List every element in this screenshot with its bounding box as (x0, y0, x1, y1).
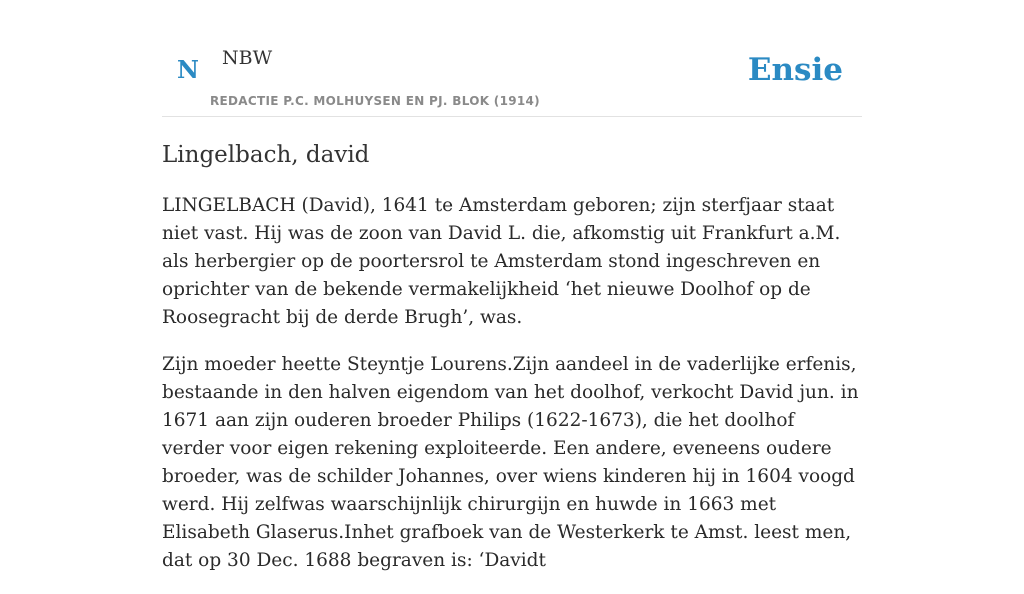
article-paragraph: Zijn moeder heette Steyntje Lourens.Zijn aandeel in de vaderlijke erfenis, bestaande in den halven eigendom van het doolhof, verkocht David jun. in 1671 aan zijn ouderen broeder Philips (1622-1673), die het doolhof verder voor eigen rekening exploiteerde. Een andere, eveneens oudere broeder, was de schilder Johannes, over wiens kinderen hij in 1604 voogd werd. Hij zelfwas waarschijnlijk chirurgijn en huwde in 1663 met Elisabeth Glaserus.Inhet grafboek van de Westerkerk te Amst. leest men, dat op 30 Dec. 1688 begraven is: ‘Davidt (162, 354, 859, 571)
article-body (162, 192, 862, 594)
source-logo[interactable]: N (177, 55, 199, 84)
article-paragraph: LINGELBACH (David), 1641 te Amsterdam geboren; zijn sterfjaar staat niet vast. Hij was de zoon van David L. die, afkomstig uit Frankfurt a.M. als herbergier op de poortersrol te Amsterdam stond ingeschreven en oprichter van de bekende vermakelijkheid ‘het nieuwe Doolhof op de Roosegracht bij de derde Brugh’, was. (162, 195, 841, 328)
source-title-link[interactable]: NBW (222, 47, 273, 69)
source-subtitle: REDACTIE P.C. MOLHUYSEN EN PJ. BLOK (1914) (210, 94, 540, 108)
source-header (162, 0, 862, 117)
article-title: Lingelbach, david (162, 142, 370, 168)
ensie-logo-link[interactable]: Ensie (747, 52, 843, 88)
